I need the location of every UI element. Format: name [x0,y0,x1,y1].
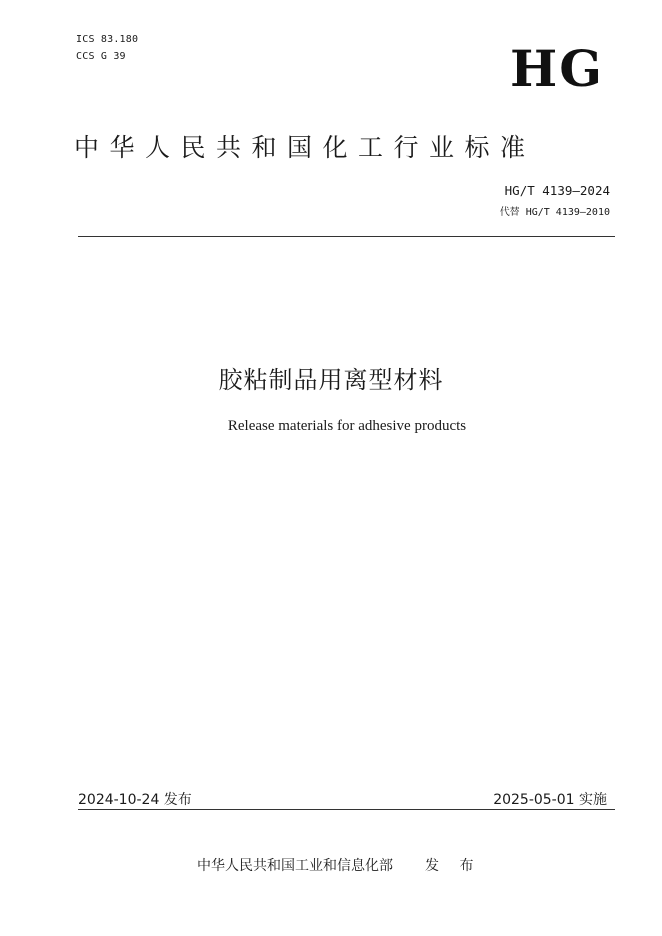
issuer [197,855,481,875]
issuer-action: 发 布 [425,858,482,874]
ccs-code: CCS G 39 [76,51,126,62]
standard-number: HG/T 4139—2024 [504,183,610,198]
hg-logo: HG [510,39,604,98]
ics-code: ICS 83.180 [76,34,139,45]
title-english: Release materials for adhesive products [227,418,467,434]
issue-date: 2024-10-24 发布 [78,792,192,808]
implementation-date: 2025-05-01 实施 [493,792,607,808]
title-chinese: 胶粘制品用离型材料 [218,366,444,394]
issuer-name: 中华人民共和国工业和信息化部 [197,858,393,874]
replaces-standard: 代替 HG/T 4139—2010 [499,207,610,218]
bottom-divider [78,809,615,810]
standard-classification: 中华人民共和国化工行业标准 [74,133,536,162]
top-divider [78,236,615,237]
